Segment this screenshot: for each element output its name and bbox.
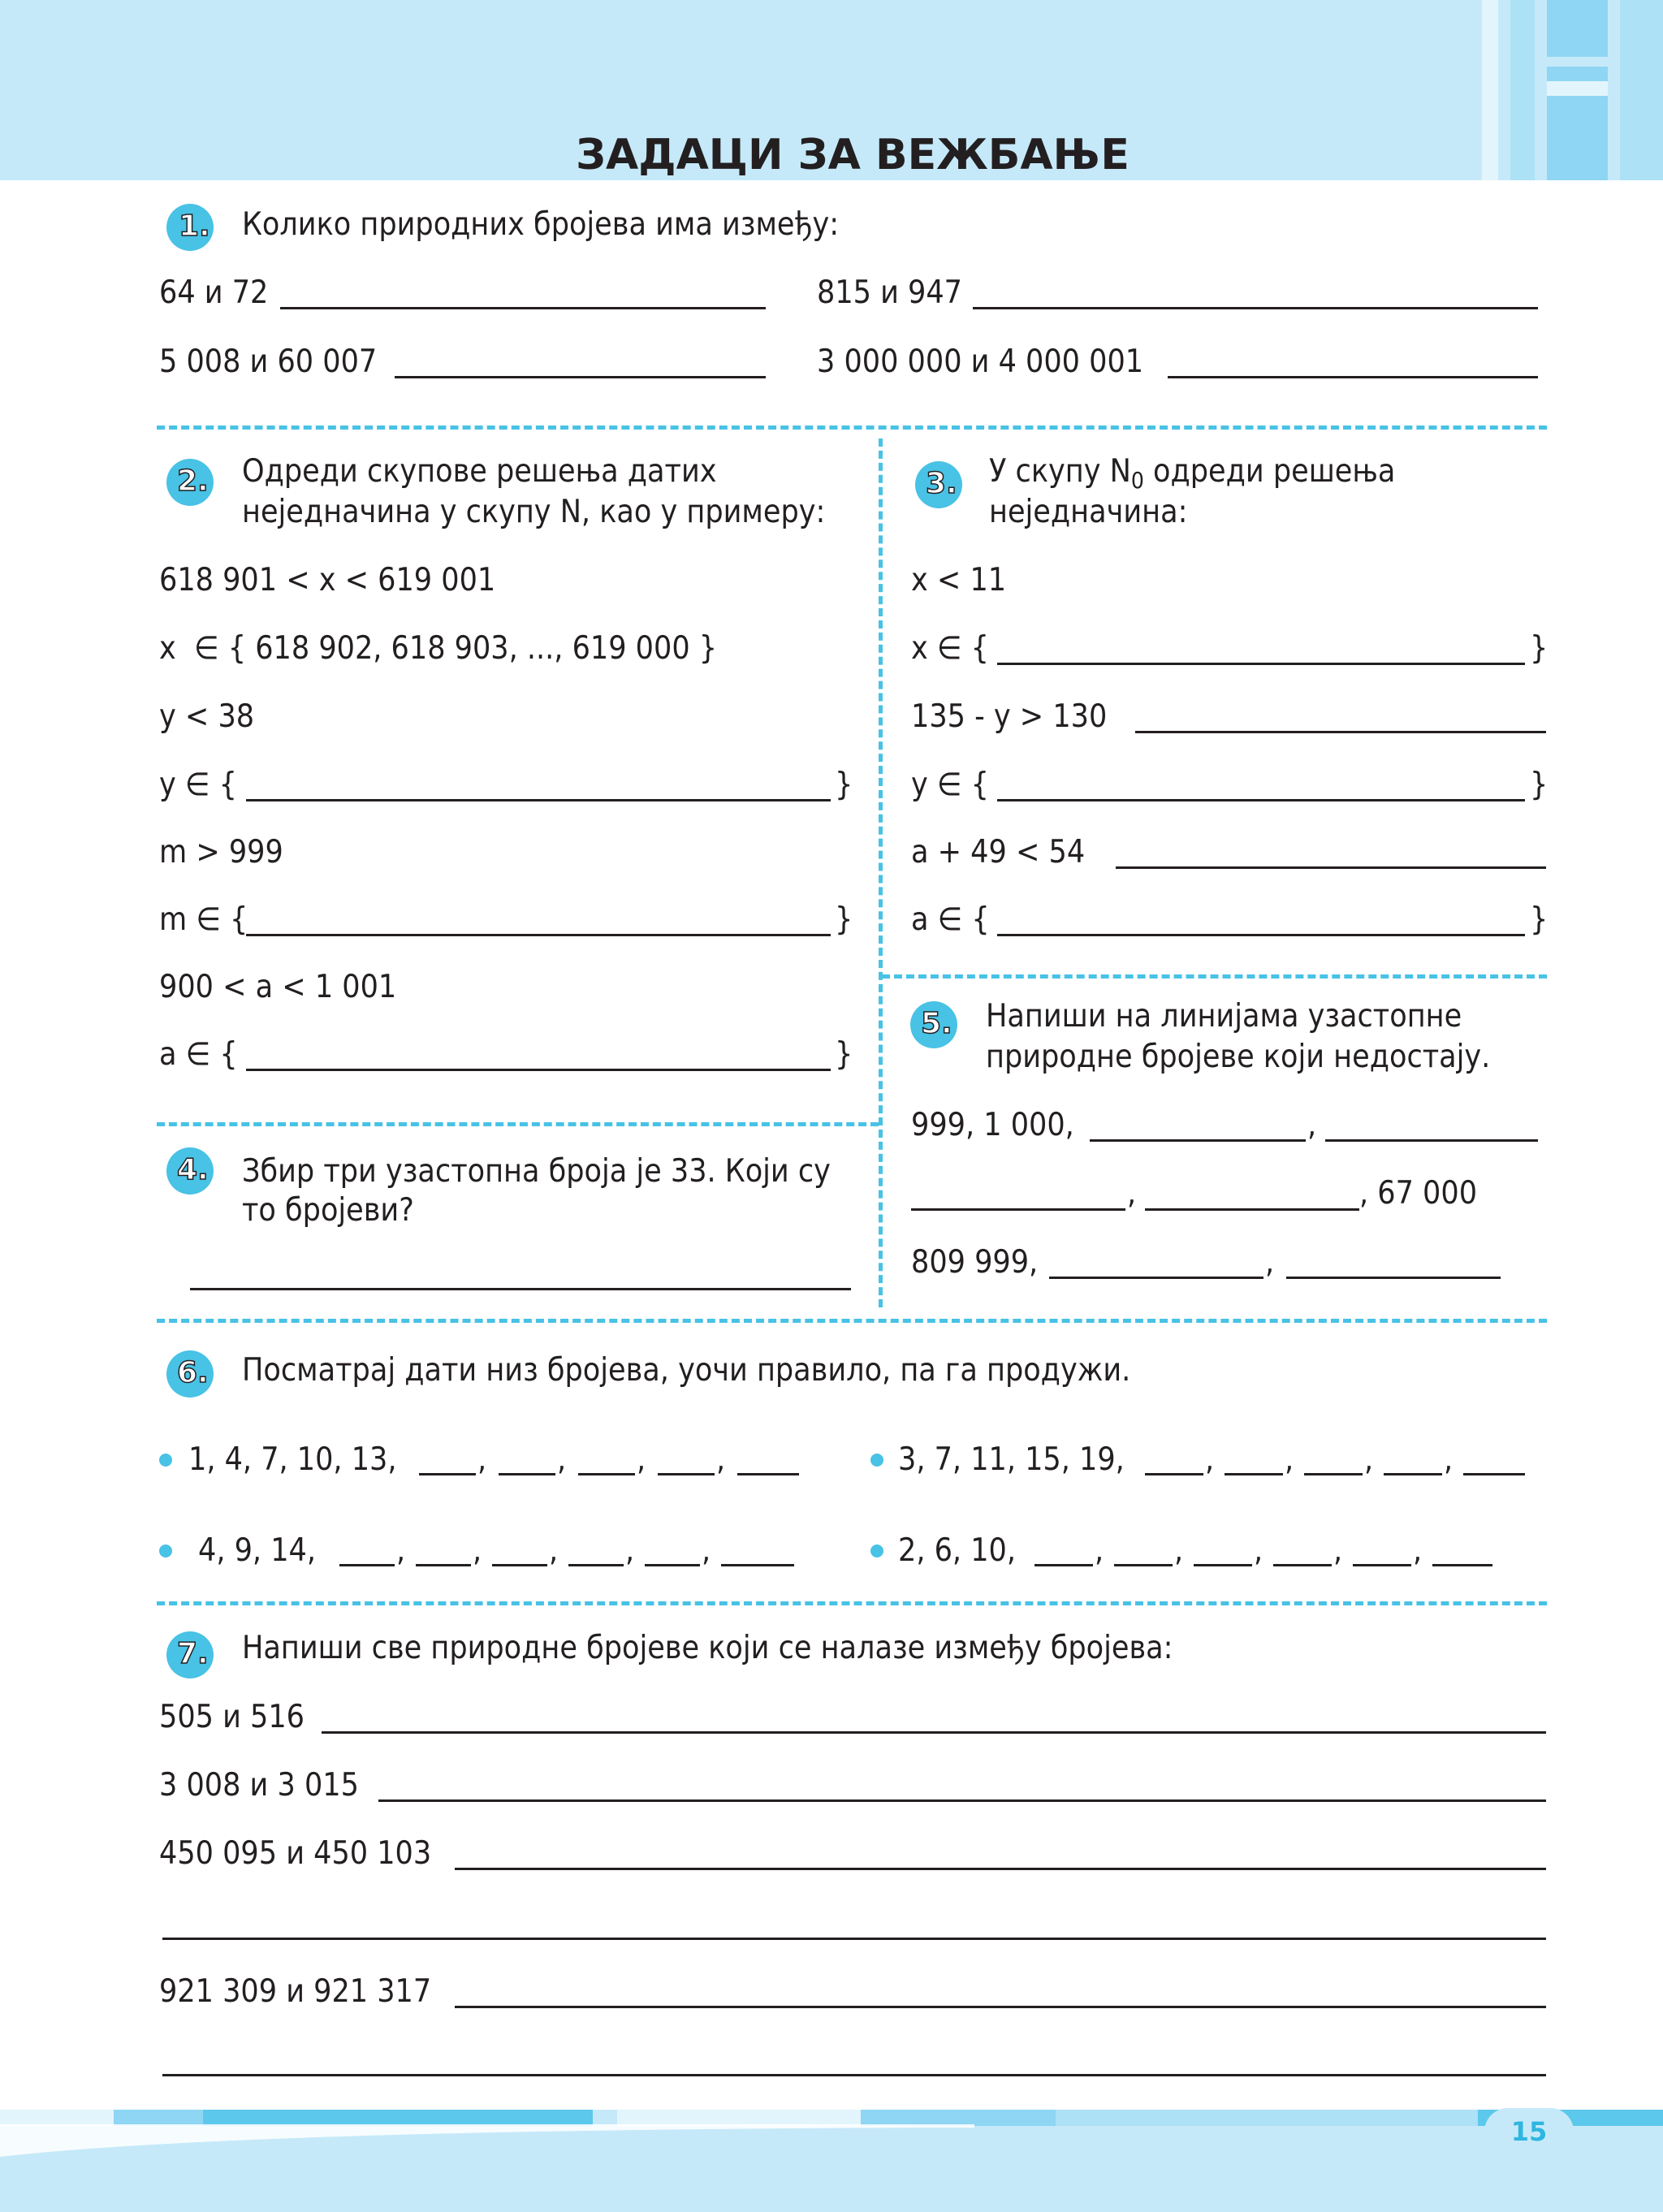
task-2-set-1: y ∈ { — [159, 767, 237, 803]
answer-line[interactable] — [1225, 1473, 1283, 1475]
divider — [157, 1319, 1547, 1323]
answer-line[interactable] — [721, 1564, 794, 1566]
example-set: { 618 902, 618 903, ..., 619 000 } — [227, 630, 718, 667]
task-3-inequality-2: 135 - y > 130 — [911, 698, 1108, 735]
answer-line[interactable] — [568, 1564, 624, 1566]
task-2-inequality-3: 900 < a < 1 001 — [159, 969, 397, 1005]
task-2-inequality-2: m > 999 — [159, 834, 283, 871]
task-1-badge-icon — [162, 200, 214, 252]
comma: , — [625, 1532, 635, 1569]
answer-line[interactable] — [1145, 1208, 1359, 1211]
task-3-set-3: a ∈ { — [911, 901, 990, 938]
task-5-badge-icon — [906, 997, 958, 1049]
divider — [157, 1122, 879, 1126]
header-stripe — [1547, 81, 1608, 96]
task-3-set-2: y ∈ { — [911, 767, 989, 803]
comma: , — [1333, 1532, 1343, 1569]
task-6-prompt: Посматрај дати низ бројева, уочи правило, па га продужи. — [242, 1352, 1131, 1389]
task-3-prompt-part: одреди решења — [1143, 453, 1396, 490]
comma: , — [1307, 1107, 1317, 1143]
task-5-row-3-start: 809 999, — [911, 1244, 1039, 1281]
answer-line[interactable] — [1463, 1473, 1525, 1475]
task-4-number: 4. — [177, 1153, 209, 1186]
comma: , — [1285, 1441, 1294, 1478]
footer-stripe — [861, 2110, 1056, 2126]
comma: , — [1254, 1532, 1263, 1569]
footer-wave-shape — [0, 2124, 974, 2212]
comma: , — [477, 1441, 487, 1478]
answer-line[interactable] — [162, 1938, 1546, 1940]
task-3-prompt-part: У скупу N — [989, 453, 1131, 490]
task-7-item-4: 921 309 и 921 317 — [159, 1973, 432, 2010]
answer-line[interactable] — [455, 1868, 1546, 1870]
answer-line[interactable] — [492, 1564, 547, 1566]
subscript-zero: 0 — [1130, 467, 1144, 494]
answer-line[interactable] — [1090, 1139, 1306, 1142]
task-2-number: 2. — [177, 464, 209, 498]
bullet-icon — [159, 1545, 172, 1557]
comma: , — [1205, 1441, 1215, 1478]
header-stripe — [1547, 57, 1608, 67]
task-7-badge-icon — [162, 1627, 214, 1679]
comma: , — [1127, 1175, 1137, 1212]
answer-line[interactable] — [1035, 1564, 1093, 1566]
comma: , — [1174, 1532, 1184, 1569]
answer-line[interactable] — [911, 1208, 1125, 1211]
task-2-example-inequality: 618 901 < x < 619 001 — [159, 562, 496, 598]
answer-line[interactable] — [1168, 376, 1538, 378]
task-1-prompt: Колико природних бројева има између: — [242, 206, 840, 243]
task-3-badge-icon — [911, 457, 963, 509]
task-7-item-3: 450 095 и 450 103 — [159, 1835, 432, 1872]
task-2-set-2: m ∈ { — [159, 901, 248, 938]
comma: , — [1444, 1441, 1454, 1478]
task-3-set-1: x ∈ { — [911, 630, 989, 667]
comma: , — [1364, 1441, 1374, 1478]
task-5-prompt-line-2: природне бројеве који недостају. — [986, 1039, 1491, 1075]
task-4-prompt-line-2: то бројеви? — [242, 1192, 414, 1229]
answer-line[interactable] — [1135, 731, 1546, 733]
task-3-prompt-line-2: неједначина: — [989, 494, 1188, 530]
task-4-prompt-line-1: Збир три узастопна броја је 33. Који су — [242, 1153, 831, 1190]
answer-line[interactable] — [997, 663, 1525, 665]
answer-line[interactable] — [339, 1564, 395, 1566]
task-6-number: 6. — [177, 1356, 209, 1389]
answer-line[interactable] — [645, 1564, 700, 1566]
task-5-row-1-start: 999, 1 000, — [911, 1107, 1074, 1143]
set-close-brace: } — [835, 901, 853, 938]
task-1-item-1: 64 и 72 — [159, 274, 269, 311]
footer-stripe — [1056, 2110, 1478, 2126]
answer-line[interactable] — [416, 1564, 471, 1566]
task-5-prompt-line-1: Напиши на линијама узастопне — [986, 998, 1462, 1035]
task-7-item-1: 505 и 516 — [159, 1699, 305, 1735]
task-5-number: 5. — [921, 1007, 952, 1040]
task-6-sequence-1: 1, 4, 7, 10, 13, — [188, 1441, 397, 1478]
answer-line[interactable] — [1049, 1277, 1263, 1279]
comma: , — [1265, 1244, 1275, 1281]
comma: , — [549, 1532, 559, 1569]
answer-line[interactable] — [455, 2006, 1546, 2008]
task-3-prompt-line-1 — [989, 453, 1395, 499]
answer-line[interactable] — [1384, 1473, 1442, 1475]
task-3-inequality-1: x < 11 — [911, 562, 1007, 598]
answer-line[interactable] — [1194, 1564, 1252, 1566]
task-3-number: 3. — [926, 467, 957, 500]
answer-line[interactable] — [1304, 1473, 1363, 1475]
answer-line[interactable] — [578, 1473, 635, 1475]
comma: , — [637, 1441, 646, 1478]
page-number: 15 — [1510, 2116, 1548, 2147]
answer-line[interactable] — [737, 1473, 799, 1475]
answer-line[interactable] — [1286, 1277, 1501, 1279]
footer-stripe — [0, 2110, 114, 2126]
bullet-icon — [870, 1454, 883, 1467]
answer-line[interactable] — [1116, 866, 1546, 869]
set-close-brace: } — [835, 1036, 853, 1073]
answer-line[interactable] — [1145, 1473, 1203, 1475]
answer-line[interactable] — [973, 307, 1538, 309]
set-close-brace: } — [1530, 901, 1549, 938]
task-1-item-4: 3 000 000 и 4 000 001 — [817, 343, 1144, 380]
comma: , — [1095, 1532, 1104, 1569]
task-1-item-3: 5 008 и 60 007 — [159, 343, 378, 380]
comma: , — [396, 1532, 406, 1569]
answer-line[interactable] — [378, 1799, 1546, 1802]
footer-stripe — [114, 2110, 203, 2126]
answer-line[interactable] — [997, 799, 1525, 801]
task-4-badge-icon — [162, 1143, 214, 1195]
task-7-prompt: Напиши све природне бројеве који се налазе између бројева: — [242, 1630, 1173, 1666]
comma: , — [473, 1532, 482, 1569]
bullet-icon — [159, 1454, 172, 1467]
task-2-example-solution — [159, 630, 717, 667]
answer-line[interactable] — [1353, 1564, 1411, 1566]
answer-line[interactable] — [162, 2074, 1546, 2076]
answer-line[interactable] — [246, 799, 831, 801]
answer-line[interactable] — [1432, 1564, 1492, 1566]
answer-line[interactable] — [419, 1473, 476, 1475]
answer-line[interactable] — [1273, 1564, 1332, 1566]
task-6-sequence-2: 3, 7, 11, 15, 19, — [898, 1441, 1125, 1478]
task-7-number: 7. — [177, 1637, 209, 1670]
footer-stripe — [203, 2110, 593, 2126]
divider — [157, 1601, 1547, 1605]
answer-line[interactable] — [246, 1069, 831, 1071]
task-6-badge-icon — [162, 1346, 214, 1398]
answer-line[interactable] — [1325, 1139, 1538, 1142]
task-7-item-2: 3 008 и 3 015 — [159, 1767, 359, 1804]
answer-line[interactable] — [190, 1288, 851, 1290]
answer-line[interactable] — [246, 934, 831, 936]
column-divider — [879, 439, 883, 1307]
comma: , — [716, 1441, 726, 1478]
task-2-inequality-1: y < 38 — [159, 698, 255, 735]
task-2-set-3: a ∈ { — [159, 1036, 238, 1073]
comma: , — [702, 1532, 711, 1569]
task-5-row-2-end: , 67 000 — [1359, 1175, 1478, 1212]
divider — [882, 974, 1547, 979]
comma: , — [1413, 1532, 1423, 1569]
answer-line[interactable] — [658, 1473, 715, 1475]
task-1-item-2: 815 и 947 — [817, 274, 962, 311]
example-variable: x — [159, 630, 176, 667]
task-2-prompt-line-1: Одреди скупове решења датих — [242, 453, 717, 490]
set-close-brace: } — [1530, 767, 1549, 803]
page-title: ЗАДАЦИ ЗА ВЕЖБАЊЕ — [576, 131, 1130, 179]
answer-line[interactable] — [1114, 1564, 1173, 1566]
set-close-brace: } — [835, 767, 853, 803]
answer-line[interactable] — [499, 1473, 555, 1475]
task-6-sequence-4: 2, 6, 10, — [898, 1532, 1016, 1569]
task-2-badge-icon — [162, 455, 214, 507]
task-2-prompt-line-2: неједначина у скупу N, као у примеру: — [242, 494, 826, 530]
answer-line[interactable] — [997, 934, 1525, 936]
task-1-number: 1. — [179, 210, 210, 243]
bullet-icon — [870, 1545, 883, 1557]
answer-line[interactable] — [322, 1731, 1546, 1734]
footer-stripe — [617, 2110, 861, 2126]
footer-stripe — [593, 2110, 617, 2126]
element-of-symbol: ∈ — [194, 630, 219, 667]
answer-line[interactable] — [280, 307, 766, 309]
set-close-brace: } — [1530, 630, 1549, 667]
answer-line[interactable] — [395, 376, 766, 378]
divider — [157, 426, 1547, 430]
task-6-sequence-3: 4, 9, 14, — [198, 1532, 316, 1569]
task-3-inequality-3: a + 49 < 54 — [911, 834, 1086, 871]
comma: , — [557, 1441, 567, 1478]
